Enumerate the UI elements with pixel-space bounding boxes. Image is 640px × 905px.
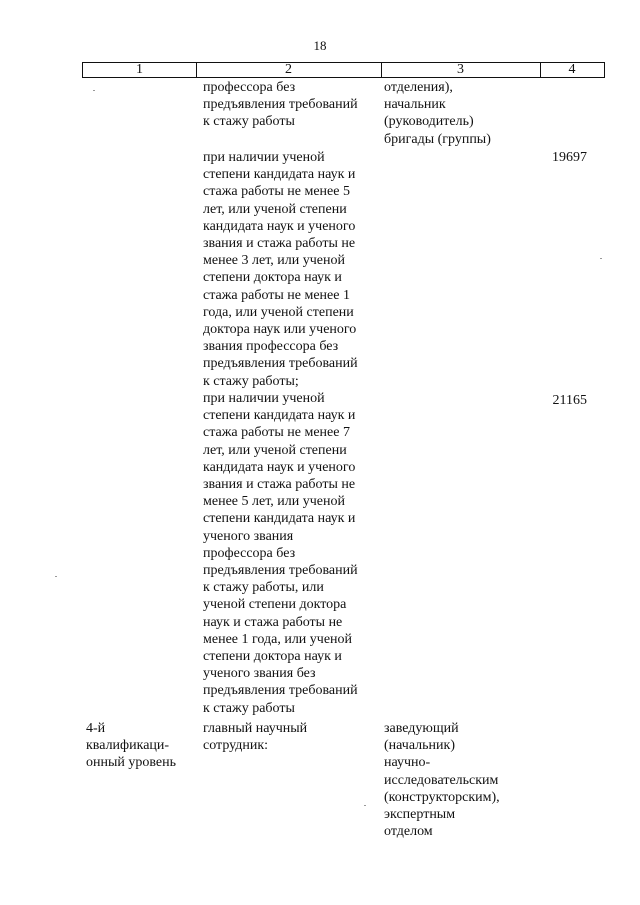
header-col-1: 1	[136, 62, 143, 77]
qualification-condition-1: при наличии ученой степени кандидата наук и стажа работы не менее 5 лет, или ученой степени кандидата наук и ученого звания и стажа работы не менее 3 лет, или ученой степени доктора наук и стажа работы не менее 1 года, или ученой степени доктора наук или ученого звания профессора без предъявления требований к стажу работы;	[203, 150, 358, 389]
salary-value-1: 19697	[552, 150, 587, 165]
qualification-text-continued: профессора без предъявления требований к стажу работы	[203, 80, 358, 130]
salary-value-2: 21165	[552, 393, 587, 408]
page-number: 18	[313, 38, 327, 53]
table-header-row	[82, 62, 605, 78]
scan-speck	[600, 258, 602, 259]
scan-speck	[93, 90, 95, 91]
position-title-chief-researcher: главный научный сотрудник:	[203, 721, 308, 754]
position-text-continued: отделения), начальник (руководитель) бригады (группы)	[384, 80, 491, 147]
qualification-level-label: 4-й квалификаци- онный уровень	[86, 721, 177, 771]
scan-speck	[55, 576, 57, 577]
qualification-condition-2: при наличии ученой степени кандидата наук и стажа работы не менее 7 лет, или ученой степени кандидата наук и ученого звания и стажа работы не менее 5 лет, или ученой степени кандидата наук и ученого звания профессора без предъявления требований к стажу работы, или ученой степени доктора наук и стажа работы не менее 1 года, или ученой степени доктора наук и ученого звания без предъявления требований к стажу работы	[203, 391, 358, 716]
header-col-3: 3	[457, 62, 464, 77]
header-col-2: 2	[285, 62, 292, 77]
scan-speck	[364, 805, 366, 806]
position-title-head-of-department: заведующий (начальник) научно- исследовательским (конструкторским), экспертным отделом	[384, 721, 500, 840]
header-col-4: 4	[568, 62, 576, 77]
